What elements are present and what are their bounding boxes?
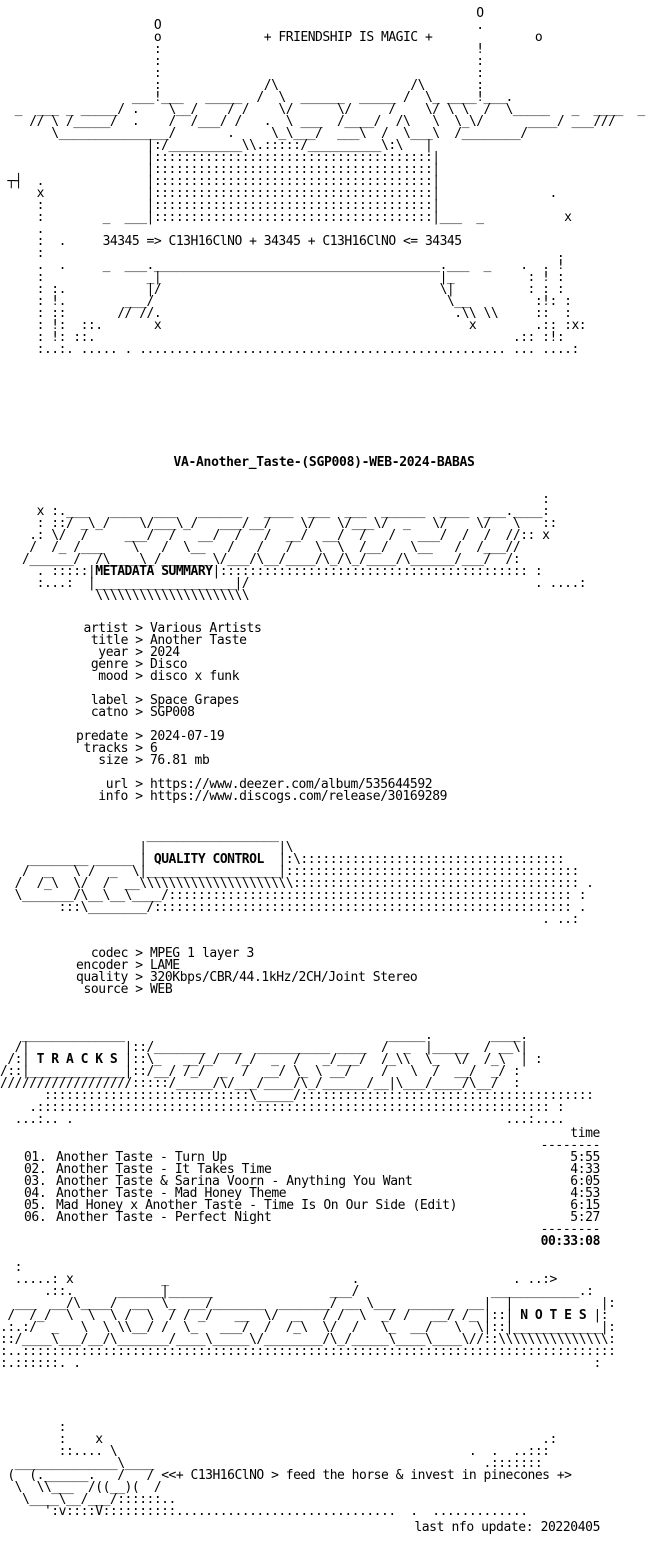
track-title: Another Taste - It Takes Time — [56, 1162, 272, 1177]
metadata-row-size: size > 76.81 mb — [0, 755, 447, 767]
metadata-value: Disco — [150, 657, 188, 672]
track-number: 01. — [24, 1150, 47, 1165]
metadata-row-url: url > https://www.deezer.com/album/535644592 — [0, 779, 447, 791]
metadata-row-genre: genre > Disco — [0, 659, 447, 671]
tracks-section-label: T R A C K S — [36, 1052, 118, 1067]
track-title: Another Taste - Mad Honey Theme — [56, 1186, 287, 1201]
release-name: VA-Another_Taste-(SGP008)-WEB-2024-BABAS — [173, 455, 475, 470]
tracks-ascii-art: ______________ _____. ____. /| |::/_______ ___ __________ ____ / _ |_____ / __\| /:| T R A C K S |::\_ __/_/ /_/ _ / _/___/ /_\\ \_ \/ /_\ | : /::|_____________|::/__/ /_/ _ / __/ \_ \ __/ / \ / __/ _/ : //////////////////:::::/_____/\/___/____/\_/______/__|\___/____/\__/ : ::::::::::::::::::::::::::::\_____/:::::::::::::::::::::::::::::::::::::::: .:::::::::::::::::::::::::::::::::::::::::::::::::::::::::::::::::::::: : ...:.. . ...:.... — [0, 1028, 594, 1127]
header-motto: + FRIENDSHIP IS MAGIC + — [263, 30, 433, 45]
track-time: 6:05 — [570, 1174, 600, 1189]
track-time: 4:53 — [570, 1186, 600, 1201]
track-number: 06. — [24, 1210, 47, 1225]
tracklist-divider-top: -------- — [540, 1138, 600, 1153]
metadata-row-title: title > Another Taste — [0, 635, 447, 647]
metadata-ascii-art: : x :.___ ____ ___ ______ ____ ___ ___ ______ ____ ___.____: : ::/ _\_/ \/___\_/ ___/__/ \/ \/___\/ _ \/ \/ \ :: .: \/ / ___/ / __/ / / __/ __/ / / ___/ / / //:: x / /_ /___ \ / \__ / / / \ \ /__/ \__ / /___// /______/ /\____\_/_______\/___/\__/____/\_/\_/____/\______/___/ /: . :::::|METADATA SUMMARY|:::::::::::::::::::::::::::::::::::::::::: : :...: |___________________|/ . ....: \\\\\\\\\\\\\\\\\\\\\ — [21, 492, 587, 603]
track-number: 03. — [24, 1174, 47, 1189]
track-time: 6:15 — [570, 1198, 600, 1213]
metadata-value: Another Taste — [150, 633, 247, 648]
footer-ascii-art: : : x .: ::.... \ . . ..::: ______________\____ .::::::: ( (.______. / / <<+ C13H16ClNO > feed the horse & invest in pinecones +> \ \\___ /((__)( / \____\__/___/::::::.. ':v::::V::::::::::.............................. . ............. — [7, 1420, 572, 1519]
notes-ascii-art: : .....: x _ . . ..:> .::. ______|______ ___/ ____________.: ___ __/\____/ __ \_ __/_______ _______/ __ \___ ______ __| | |: / /_/ \ \ \ / \ / / _/ __ \/ _ / / \ _/ / __/ /_ |::| N O T E S |: .:.:/ _ \ \ \\__/ / \_ ___/ / /_\ \/ / \_ __/ \ \|::|____________|: ::/____\___/__/\_______/____\_____\/________/\_/_____\____\____\//::\\\\\\\\\\\\\\\: :..::::::::::::::::::::::::::::::::::::::::::::::::::::::::::::::::::::::::::::::::: :.::::::. . : — [0, 1260, 616, 1371]
metadata-key: year — [98, 645, 128, 660]
metadata-row-catno: catno > SGP008 — [0, 707, 447, 719]
time-column-header: time — [570, 1126, 600, 1141]
metadata-section-label: METADATA SUMMARY — [95, 564, 213, 579]
total-time: 00:33:08 — [540, 1234, 600, 1249]
quality-list — [0, 948, 417, 996]
metadata-row-label: label > Space Grapes — [0, 695, 447, 707]
quality-key: codec — [90, 946, 128, 961]
metadata-url-link[interactable]: https://www.deezer.com/album/535644592 — [150, 777, 433, 792]
metadata-value: Various Artists — [150, 621, 262, 636]
track-time: 5:55 — [570, 1150, 600, 1165]
quality-row-quality: quality > 320Kbps/CBR/44.1kHz/2CH/Joint Stereo — [0, 972, 417, 984]
metadata-value: 2024-07-19 — [150, 729, 225, 744]
metadata-value: 2024 — [150, 645, 180, 660]
track-title: Another Taste - Turn Up — [56, 1150, 227, 1165]
track-title: Another Taste & Sarina Voorn - Anything You Want — [56, 1174, 413, 1189]
metadata-row-mood: mood > disco x funk — [0, 671, 447, 683]
metadata-key: url — [105, 777, 128, 792]
track-number: 02. — [24, 1162, 47, 1177]
quality-key: source — [83, 982, 128, 997]
track-title: Mad Honey x Another Taste - Time Is On Our Side (Edit) — [56, 1198, 458, 1213]
metadata-key: size — [98, 753, 128, 768]
quality-row-encoder: encoder > LAME — [0, 960, 417, 972]
metadata-row-predate: predate > 2024-07-19 — [0, 731, 447, 743]
tracklist-total — [0, 1236, 648, 1248]
notes-section-label: N O T E S — [520, 1308, 587, 1323]
metadata-key: label — [90, 693, 128, 708]
metadata-key: mood — [98, 669, 128, 684]
quality-value: 320Kbps/CBR/44.1kHz/2CH/Joint Stereo — [150, 970, 418, 985]
quality-value: LAME — [150, 958, 180, 973]
quality-key: encoder — [76, 958, 128, 973]
metadata-info-link[interactable]: https://www.discogs.com/release/30169289 — [150, 789, 448, 804]
metadata-value: disco x funk — [150, 669, 240, 684]
metadata-key: info — [98, 789, 128, 804]
quality-key: quality — [76, 970, 128, 985]
quality-value: WEB — [150, 982, 173, 997]
metadata-key: tracks — [83, 741, 128, 756]
quality-section-label: QUALITY CONTROL — [153, 852, 264, 867]
metadata-list — [0, 623, 447, 803]
metadata-row-artist: artist > Various Artists — [0, 623, 447, 635]
tracklist-divider-bottom: -------- — [540, 1222, 600, 1237]
metadata-key: catno — [90, 705, 128, 720]
track-number: 05. — [24, 1198, 47, 1213]
header-formula: 34345 => C13H16ClNO + 34345 + C13H16ClNO <= 34345 — [102, 234, 462, 249]
track-number: 04. — [24, 1186, 47, 1201]
last-update: last nfo update: 20220405 — [414, 1520, 600, 1535]
header-ascii-art: O O . o + FRIENDSHIP IS MAGIC + o : ! : : : : : /\ /\ : ___!___ _____ / \ ______ _____ / \_ ____!___. _ ___ _ _____/ . \__/ / / \/ \/ / \/ \ \ / \_____ _ ____ _ // \ /_____/ . / /___/ / . \ ___ /____/ /\ \ \_\/ ____/ ___/// \_______________/ . \_\___/ ___\ / \___\ /________/ |:/__________\\.:::::/__________\:\ | |::::::::::::::::::::::::::::::::::::::| |::::::::::::::::::::::::::::::::::::::| ┬┤ . |::::::::::::::::::::::::::::::::::::::| x |::::::::::::::::::::::::::::::::::::::| . : |::::::::::::::::::::::::::::::::::::::| : _ ___|::::::::::::::::::::::::::::::::::::::|___ _ x . : . 34345 => C13H16ClNO + 34345 + C13H16ClNO <= 34345 : . . . _ ___._______________________________________.___ _ . . ! : _| |_ : ! : : :. |/ \| : : : : !. ___/ \__ :!: : : :: // //. .\\ \\ :: : : !: ::. x x .:: :x: : !: ::. .:: :!: :..:. ..... . .................................................. ... ....: — [7, 6, 645, 357]
metadata-key: artist — [83, 621, 128, 636]
metadata-key: genre — [90, 657, 128, 672]
metadata-key: title — [90, 633, 128, 648]
track-time: 5:27 — [570, 1210, 600, 1225]
metadata-value: 76.81 mb — [150, 753, 210, 768]
metadata-value: 6 — [150, 741, 158, 756]
quality-row-source: source > WEB — [0, 984, 417, 996]
tracklist — [0, 1128, 648, 1248]
metadata-value: Space Grapes — [150, 693, 240, 708]
metadata-row-year: year > 2024 — [0, 647, 447, 659]
footer-tagline: <<+ C13H16ClNO > feed the horse & invest in pinecones +> — [161, 1468, 572, 1483]
track-title: Another Taste - Perfect Night — [56, 1210, 272, 1225]
quality-row-codec: codec > MPEG 1 layer 3 — [0, 948, 417, 960]
metadata-row-tracks: tracks > 6 — [0, 743, 447, 755]
metadata-row-info: info > https://www.discogs.com/release/30169289 — [0, 791, 447, 803]
quality-value: MPEG 1 layer 3 — [150, 946, 254, 961]
track-time: 4:33 — [570, 1162, 600, 1177]
metadata-value: SGP008 — [150, 705, 195, 720]
metadata-key: predate — [76, 729, 128, 744]
quality-ascii-art: __________________ | |\ ________ _____ | QUALITY CONTROL |:\:::::::::::::::::::::::::::::::::::: / _ \ / _ \|__________________|:::::::::::::::::::::::::::::::::::::::: / /_\ \/ / __\\\\\\\\\\\\\\\\\\\\\::::::::::::::::::::::::::::::::::::::: . \_______/\__\__\____/::::::::::::::::::::::::::::::::::::::::::::::::::::::: : :::\________/::::::::::::::::::::::::::::::::::::::::::::::::::::::::: . . ..: — [14, 828, 594, 927]
